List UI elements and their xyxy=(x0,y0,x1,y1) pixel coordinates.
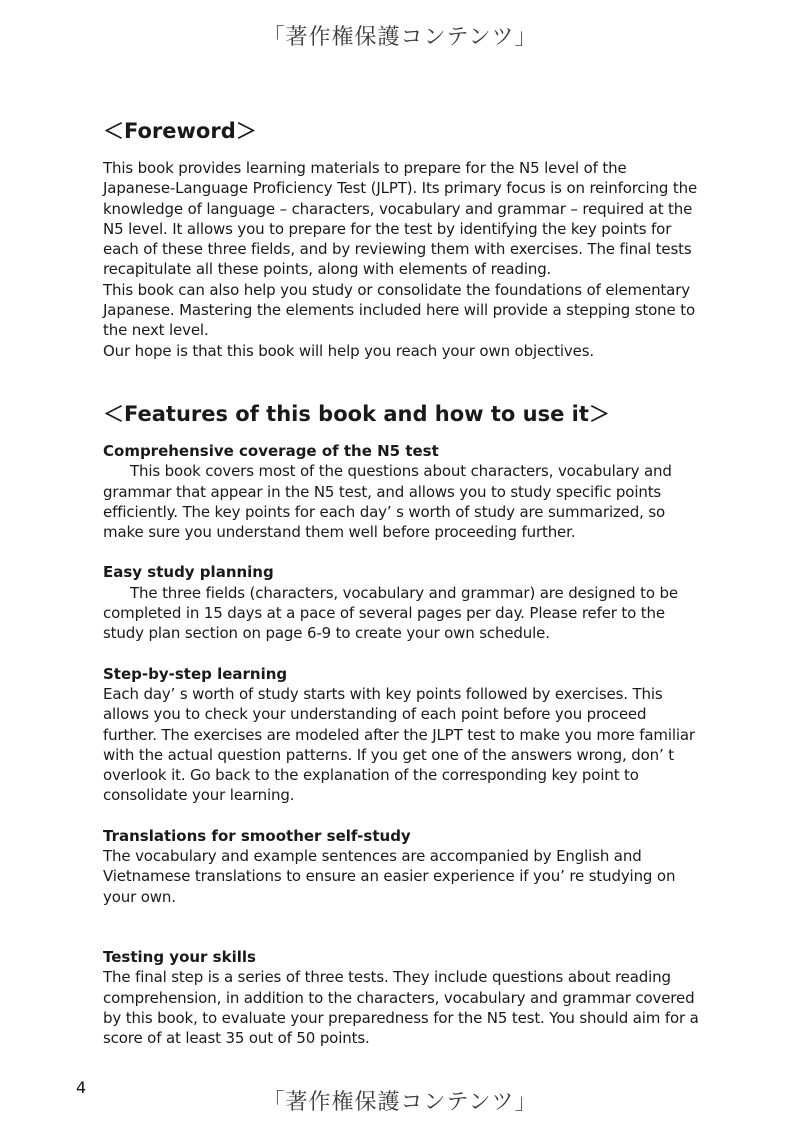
copyright-watermark-top: 「著作権保護コンテンツ」 xyxy=(262,25,538,50)
features-title: ＜Features of this book and how to use it＞ xyxy=(103,401,610,426)
feature-heading: Comprehensive coverage of the N5 test xyxy=(103,441,439,460)
feature-body: The vocabulary and example sentences are accompanied by English and Vietnamese translations to ensure an easier experience if you’ re studying on your own. xyxy=(103,847,676,906)
feature-section-coverage xyxy=(103,441,703,542)
feature-section-translations xyxy=(103,826,703,907)
feature-body: The three fields (characters, vocabulary and grammar) are designed to be completed in 15 days at a pace of several pages per day. Please refer to the study plan section on page 6-9 to create your own schedule. xyxy=(103,583,678,643)
feature-section-planning xyxy=(103,562,703,643)
feature-heading: Easy study planning xyxy=(103,563,274,582)
copyright-watermark-bottom: 「著作権保護コンテンツ」 xyxy=(262,1090,538,1115)
page-number: 4 xyxy=(76,1078,87,1097)
feature-heading: Translations for smoother self-study xyxy=(103,826,411,845)
feature-heading: Testing your skills xyxy=(103,947,256,966)
feature-section-testing xyxy=(103,947,703,1048)
page-content xyxy=(103,116,703,1048)
feature-body: Each day’ s worth of study starts with key points followed by exercises. This allows you to check your understanding of each point before you proceed further. The exercises are modeled after the JLPT test to make you more familiar with the actual question patterns. If you get one of the answers wrong, don’ t overlook it. Go back to the explanation of the corresponding key point to consolidate your learning. xyxy=(103,684,695,805)
foreword-paragraph-3: Our hope is that this book will help you reach your own objectives. xyxy=(103,341,594,360)
feature-heading: Step-by-step learning xyxy=(103,664,288,683)
foreword-title: ＜Foreword＞ xyxy=(103,119,257,143)
foreword-paragraph-2: This book can also help you study or consolidate the foundations of elementary Japanese. Mastering the elements included here will provide a stepping stone to the next level. xyxy=(103,280,695,340)
foreword-paragraph-1: This book provides learning materials to prepare for the N5 level of the Japanese-Language Proficiency Test (JLPT). Its primary focus is on reinforcing the knowledge of language – characters, vocabulary and grammar – required at the N5 level. It allows you to prepare for the test by identifying the key points for each of these three fields, and by reviewing them with exercises. The final tests recapitulate all these points, along with elements of reading. xyxy=(103,159,698,279)
feature-section-step-by-step xyxy=(103,664,703,806)
feature-body: The final step is a series of three tests. They include questions about reading comprehension, in addition to the characters, vocabulary and grammar covered by this book, to evaluate your preparedness for the N5 test. You should aim for a score of at least 35 out of 50 points. xyxy=(103,968,699,1048)
foreword-body xyxy=(103,158,703,361)
feature-body: This book covers most of the questions about characters, vocabulary and grammar that appear in the N5 test, and allows you to study specific points efficiently. The key points for each day’ s worth of study are summarized, so make sure you understand them well before proceeding further. xyxy=(103,462,672,542)
